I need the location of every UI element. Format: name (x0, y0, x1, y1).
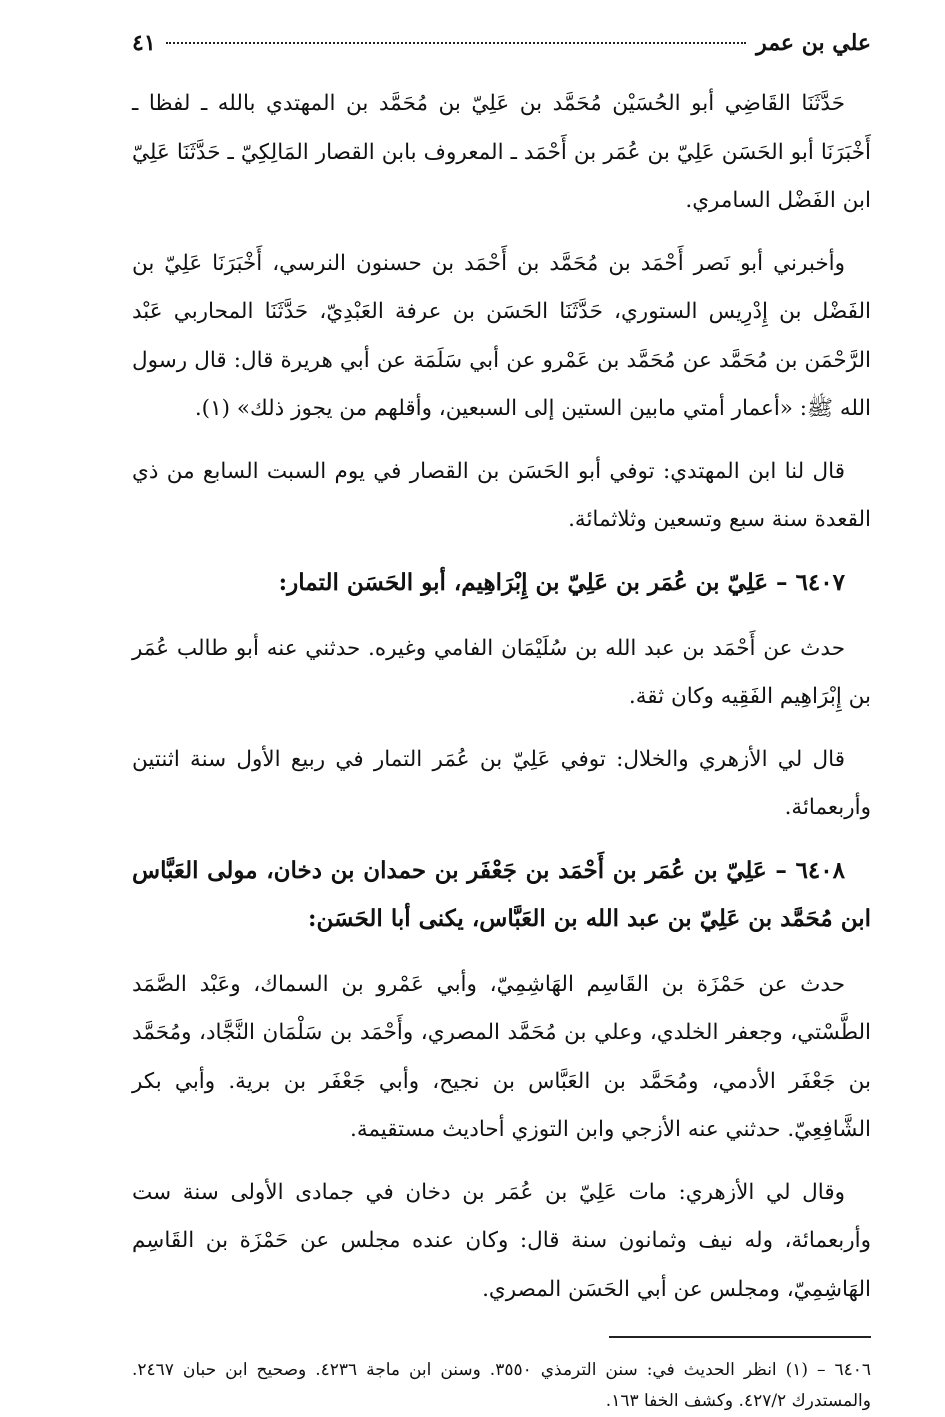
page-number: ٤١ (132, 30, 156, 56)
entry-heading-6408: ٦٤٠٨ – عَلِيّ بن عُمَر بن أَحْمَد بن جَعْفَر بن حمدان بن دخان، مولى العَبَّاس ابن مُحَمَّد بن عَلِيّ بن عبد الله بن العَبَّاس، يكنى أبا الحَسَن: (132, 856, 871, 932)
header-dot-leader (166, 42, 746, 44)
paragraph-6408-narration: حدث عن حَمْزَة بن القَاسِم الهَاشِمِيّ، وأبي عَمْرو بن السماك، وعَبْد الصَّمَد الطَّسْتي، وجعفر الخلدي، وعلي بن مُحَمَّد المصري، وأَحْمَد بن سَلْمَان النَّجَّاد، ومُحَمَّد بن جَعْفَر الأدمي، ومُحَمَّد بن العَبَّاس بن نجيح، وأبي جَعْفَر بن برية. وأبي بكر الشَّافِعِيّ. حدثني عنه الأزجي وابن التوزي أحاديث مستقيمة. (132, 971, 871, 1142)
paragraph-death-note-6406: قال لنا ابن المهتدي: توفي أبو الحَسَن بن القصار في يوم السبت السابع من ذي القعدة سنة سبع وتسعين وثلاثمائة. (132, 458, 871, 532)
paragraph-hadith: وأخبرني أبو نَصر أَحْمَد بن مُحَمَّد بن أَحْمَد بن حسنون النرسي، أَخْبَرَنَا عَلِيّ بن الفَضْل بن إِدْرِيس الستوري، حَدَّثَنَا الحَسَن بن عرفة العَبْدِيّ، حَدَّثَنَا المحاربي عَبْد الرَّحْمَن بن مُحَمَّد عن مُحَمَّد بن عَمْرو عن أبي سَلَمَة عن أبي هريرة قال: قال رسول الله ﷺ: «أعمار أمتي مابين الستين إلى السبعين، وأقلهم من يجوز ذلك» (١). (132, 250, 871, 421)
paragraph-isnad-1: حَدَّثَنَا القَاضِي أبو الحُسَيْن مُحَمَّد بن عَلِيّ بن مُحَمَّد بن المهتدي بالله ـ لفظا ـ أَخْبَرَنَا أبو الحَسَن عَلِيّ بن عُمَر بن أَحْمَد ـ المعروف بابن القصار المَالِكِيّ ـ حَدَّثَنَا عَلِيّ ابن الفَضْل السامري. (132, 91, 871, 213)
footnote: ٦٤٠٦ – (١) انظر الحديث في: سنن الترمذي ٣٥٥٠. وسنن ابن ماجة ٤٢٣٦. وصحيح ابن حبان ٢٤٦٧. والمستدرك ٤٢٧/٢. وكشف الخفا ١٦٣. (132, 1360, 871, 1411)
paragraph-6407-death: قال لي الأزهري والخلال: توفي عَلِيّ بن عُمَر التمار في ربيع الأول سنة اثنتين وأربعمائة. (132, 746, 871, 820)
header-title: علي بن عمر (756, 30, 871, 56)
paragraph-6407-narration: حدث عن أَحْمَد بن عبد الله بن سُلَيْمَان الفامي وغيره. حدثني عنه أبو طالب عُمَر بن إِبْرَاهِيم الفَقِيه وكان ثقة. (132, 635, 871, 709)
running-header (132, 30, 871, 80)
entry-heading-6407: ٦٤٠٧ – عَلِيّ بن عُمَر بن عَلِيّ بن إِبْرَاهِيم، أبو الحَسَن التمار: (278, 568, 845, 596)
paragraph-6408-death: وقال لي الأزهري: مات عَلِيّ بن عُمَر بن دخان في جمادى الأولى سنة ست وأربعمائة، وله نيف وثمانون سنة قال: وكان عنده مجلس عن حَمْزَة بن القَاسِم الهَاشِمِيّ، ومجلس عن أبي الحَسَن المصري. (132, 1179, 871, 1302)
footnote-separator (609, 1336, 871, 1338)
